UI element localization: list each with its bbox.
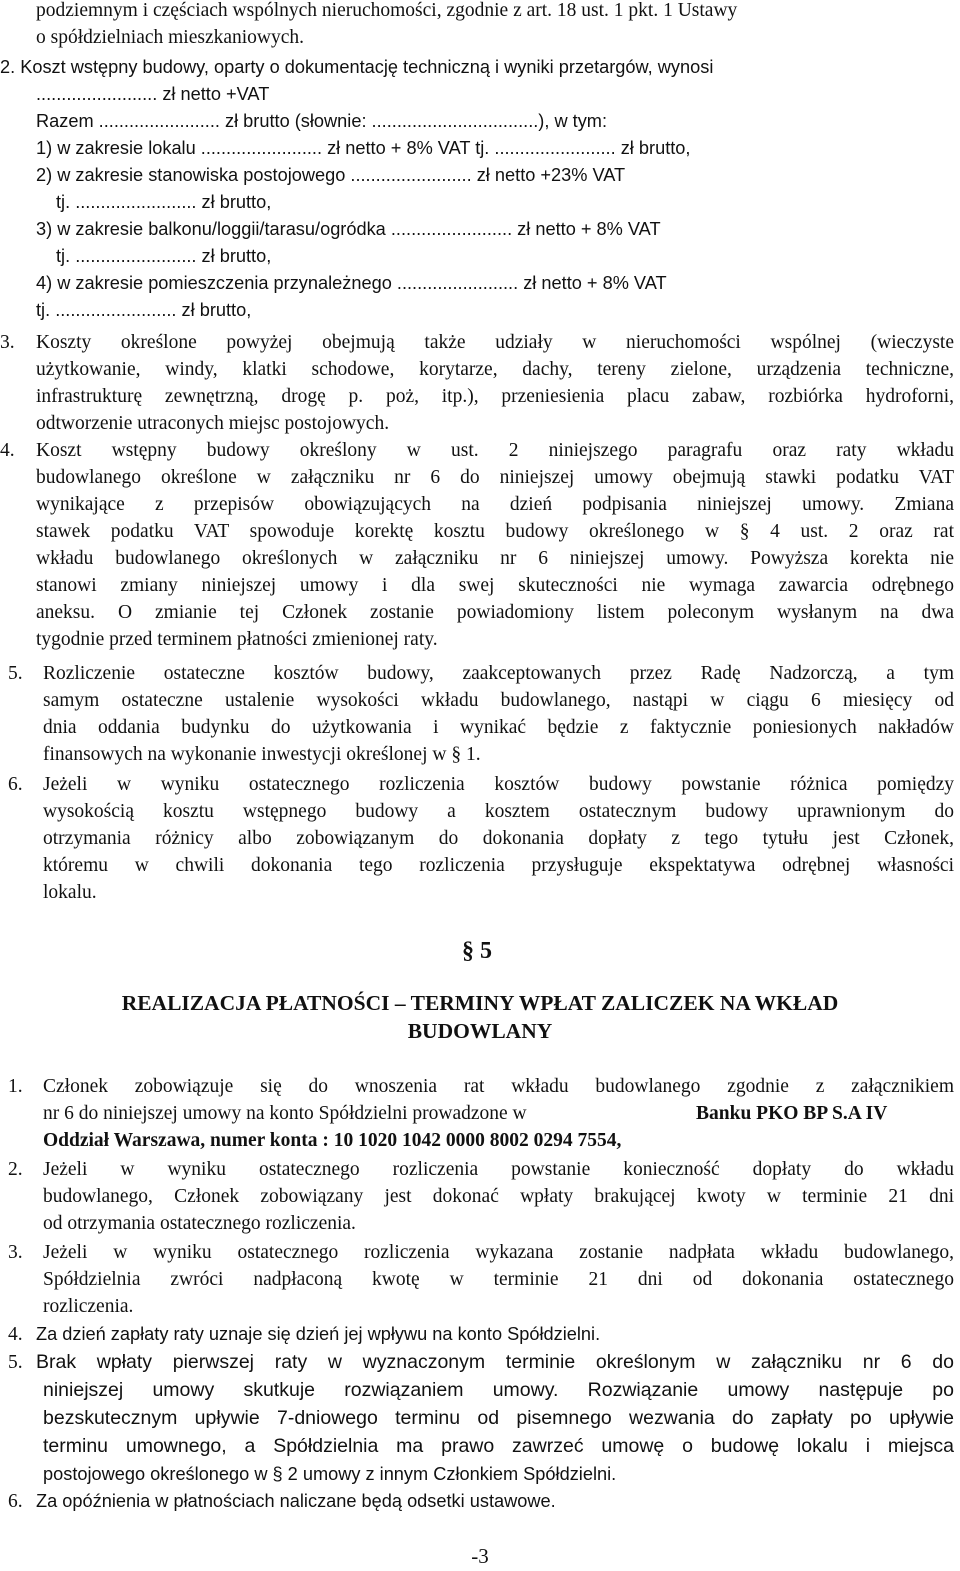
text-line: Członek zobowiązuje się do wnoszenia rat wkładu budowlanego zgodnie z załącznikiem [43, 1076, 954, 1097]
text-line: któremu w chwili dokonania tego rozliczenia przysługuje ekspektatywa odrębnej własności [43, 855, 954, 876]
text-line: infrastrukturę zewnętrzną, drogę p. poż, itp.), przeniesienia placu zabaw, rozbiórka hydroforni, [36, 386, 954, 407]
text-line: Za opóźnienia w płatnościach naliczane będą odsetki ustawowe. [36, 1491, 556, 1511]
text-line: tygodnie przed terminem płatności zmienionej raty. [36, 629, 438, 650]
text-line: Brak wpłaty pierwszej raty w wyznaczonym terminie określonym w załączniku nr 6 do [36, 1351, 954, 1373]
text-line: 2) w zakresie stanowiska postojowego ........................ zł netto +23% VAT [36, 165, 626, 185]
text-line: otrzymania różnicy albo zobowiązanym do dokonania dopłaty z tego tytułu jest Członek, [43, 828, 954, 849]
text-line: Koszty określone powyżej obejmują także udziały w nieruchomości wspólnej (wieczyste [36, 332, 954, 353]
text-line: 2. Koszt wstępny budowy, oparty o dokumentację techniczną i wyniki przetargów, wynosi [0, 57, 714, 77]
text-line: stawek podatku VAT spowoduje korektę kosztu budowy określonego w § 4 ust. 2 oraz rat [36, 521, 954, 542]
text-line: postojowego określonego w § 2 umowy z innym Członkiem Spółdzielni. [43, 1464, 617, 1484]
text-line: dnia oddania budynku do użytkowania i wynikać będzie z faktycznie poniesionych nakładów [43, 717, 954, 738]
text-line: tj. ........................ zł brutto, [56, 246, 272, 266]
text-line: Jeżeli w wyniku ostatecznego rozliczenia wykazana zostanie nadpłata wkładu budowlanego, [43, 1242, 954, 1263]
text-line: wysokością kosztu wstępnego budowy a kosztem ostatecznym budowy uprawnionym do [43, 801, 954, 822]
text-line: odtworzenie utraconych miejsc postojowych. [36, 413, 390, 434]
text-line: od otrzymania ostatecznego rozliczenia. [43, 1213, 356, 1234]
page-number: -3 [471, 1544, 489, 1568]
text-line: stanowi zmiany niniejszej umowy i dla swej skuteczności nie wymaga zawarcia odrębnego [36, 575, 954, 596]
text-line: tj. ........................ zł brutto, [36, 300, 252, 320]
text-line: podziemnym i częściach wspólnych nieruchomości, zgodnie z art. 18 ust. 1 pkt. 1 Ustawy [36, 0, 738, 21]
section-title: BUDOWLANY [407, 1019, 553, 1043]
text-line: 1) w zakresie lokalu ........................ zł netto + 8% VAT tj. ........................ zł brutto, [36, 138, 691, 158]
item-number: 6. [8, 1491, 23, 1512]
text-line: terminu umownego, a Spółdzielnia ma prawo zawrzeć umowę o budowę lokalu i miejsca [43, 1435, 954, 1457]
paragraph-number: 3. [0, 332, 15, 353]
text-line: budowlanego, Członek zobowiązany jest dokonać wpłaty brakującej kwoty w terminie 21 dni [43, 1186, 954, 1207]
text-line: nr 6 do niniejszej umowy na konto Spółdzielni prowadzone w [43, 1103, 527, 1124]
item-number: 4. [8, 1324, 23, 1345]
text-line: wkładu budowlanego określonych w załączniku nr 6 niniejszej umowy. Powyższa korekta nie [36, 548, 954, 569]
text-line: o spółdzielniach mieszkaniowych. [36, 27, 305, 48]
text-line: Za dzień zapłaty raty uznaje się dzień jej wpływu na konto Spółdzielni. [36, 1324, 601, 1344]
text-line: Spółdzielnia zwróci nadpłaconą kwotę w terminie 21 dni od dokonania ostatecznego [43, 1269, 954, 1290]
text-line: 4) w zakresie pomieszczenia przynależnego ........................ zł netto + 8% VAT [36, 273, 667, 293]
text-line: 3) w zakresie balkonu/loggii/tarasu/ogródka ........................ zł netto + 8% VAT [36, 219, 661, 239]
paragraph-number: 5. [8, 663, 23, 684]
section-title: REALIZACJA PŁATNOŚCI – TERMINY WPŁAT ZALICZEK NA WKŁAD [121, 991, 839, 1015]
item-number: 1. [8, 1076, 23, 1097]
text-line: budowlanego określone w załączniku nr 6 do niniejszej umowy obejmują stawki podatku VAT [36, 467, 954, 488]
text-line: Koszt wstępny budowy określony w ust. 2 niniejszego paragrafu oraz raty wkładu [36, 440, 954, 461]
text-line: tj. ........................ zł brutto, [56, 192, 272, 212]
text-line: wynikające z przepisów obowiązujących na dzień podpisania niniejszej umowy. Zmiana [36, 494, 954, 515]
paragraph-number: 4. [0, 440, 15, 461]
text-line: rozliczenia. [43, 1296, 134, 1317]
section-sign: § 5 [462, 938, 492, 964]
text-line: Rozliczenie ostateczne kosztów budowy, zaakceptowanych przez Radę Nadzorczą, a tym [43, 663, 954, 684]
item-number: 5. [8, 1352, 23, 1373]
text-line: użytkowanie, windy, klatki schodowe, korytarze, dachy, tereny zielone, urządzenia techniczne, [36, 359, 954, 380]
account-number: Oddział Warszawa, numer konta : 10 1020 1042 0000 8002 0294 7554, [43, 1130, 622, 1151]
text-line: lokalu. [43, 882, 97, 903]
bank-name: Banku PKO BP S.A IV [696, 1103, 888, 1124]
paragraph-number: 6. [8, 774, 23, 795]
text-line: Razem ........................ zł brutto (słownie: .................................), w tym: [36, 111, 608, 131]
text-line: bezskutecznym upływie 7-dniowego terminu od pisemnego wezwania do zapłaty po upływie [43, 1407, 954, 1429]
text-line: finansowych na wykonanie inwestycji określonej w § 1. [43, 744, 481, 765]
item-number: 3. [8, 1242, 23, 1263]
text-line: samym ostateczne ustalenie wysokości wkładu budowlanego, nastąpi w ciągu 6 miesięcy od [43, 690, 954, 711]
text-line: Jeżeli w wyniku ostatecznego rozliczenia powstanie konieczność dopłaty do wkładu [43, 1159, 954, 1180]
item-number: 2. [8, 1159, 23, 1180]
text-line: aneksu. O zmianie tej Członek zostanie powiadomiony listem poleconym wysłanym na dwa [36, 602, 954, 623]
text-line: niniejszej umowy skutkuje rozwiązaniem umowy. Rozwiązanie umowy następuje po [43, 1379, 954, 1401]
text-line: Jeżeli w wyniku ostatecznego rozliczenia kosztów budowy powstanie różnica pomiędzy [43, 774, 954, 795]
text-line: ........................ zł netto +VAT [36, 84, 270, 104]
